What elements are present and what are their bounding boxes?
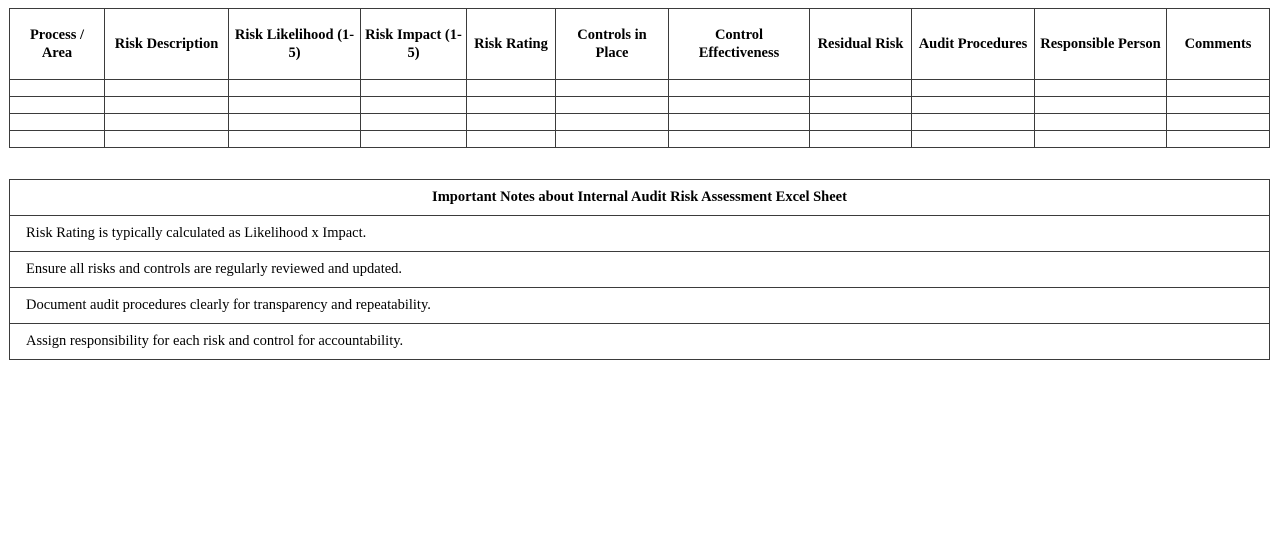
cell-responsible-person[interactable] — [1035, 97, 1167, 114]
notes-table-header — [10, 180, 1270, 216]
cell-control-effectiveness[interactable] — [669, 131, 810, 148]
cell-controls-in-place[interactable] — [556, 97, 669, 114]
note-text-2: Ensure all risks and controls are regularly reviewed and updated. — [10, 252, 1270, 288]
notes-title-row — [10, 180, 1270, 216]
cell-residual-risk[interactable] — [810, 80, 912, 97]
cell-risk-impact[interactable] — [361, 80, 467, 97]
cell-audit-procedures[interactable] — [912, 97, 1035, 114]
cell-responsible-person[interactable] — [1035, 131, 1167, 148]
table-row[interactable] — [10, 80, 1270, 97]
column-header-comments: Comments — [1167, 9, 1270, 80]
cell-control-effectiveness[interactable] — [669, 80, 810, 97]
column-header-risk-description: Risk Description — [105, 9, 229, 80]
cell-risk-description[interactable] — [105, 97, 229, 114]
cell-risk-likelihood[interactable] — [229, 97, 361, 114]
column-header-risk-rating: Risk Rating — [467, 9, 556, 80]
risk-assessment-table-container — [9, 8, 1269, 148]
cell-risk-likelihood[interactable] — [229, 80, 361, 97]
column-header-audit-procedures: Audit Procedures — [912, 9, 1035, 80]
list-item — [10, 252, 1270, 288]
cell-comments[interactable] — [1167, 131, 1270, 148]
cell-audit-procedures[interactable] — [912, 114, 1035, 131]
cell-risk-likelihood[interactable] — [229, 114, 361, 131]
note-text-1: Risk Rating is typically calculated as Likelihood x Impact. — [10, 216, 1270, 252]
cell-risk-rating[interactable] — [467, 97, 556, 114]
risk-table-header-row — [10, 9, 1270, 80]
cell-comments[interactable] — [1167, 80, 1270, 97]
risk-assessment-table — [9, 8, 1270, 148]
cell-comments[interactable] — [1167, 97, 1270, 114]
cell-residual-risk[interactable] — [810, 97, 912, 114]
cell-risk-rating[interactable] — [467, 131, 556, 148]
cell-comments[interactable] — [1167, 114, 1270, 131]
cell-controls-in-place[interactable] — [556, 80, 669, 97]
cell-risk-impact[interactable] — [361, 114, 467, 131]
cell-process-area[interactable] — [10, 97, 105, 114]
cell-risk-likelihood[interactable] — [229, 131, 361, 148]
cell-risk-impact[interactable] — [361, 97, 467, 114]
column-header-controls-in-place: Controls in Place — [556, 9, 669, 80]
table-row[interactable] — [10, 97, 1270, 114]
table-row[interactable] — [10, 114, 1270, 131]
column-header-responsible-person: Responsible Person — [1035, 9, 1167, 80]
note-text-3: Document audit procedures clearly for transparency and repeatability. — [10, 288, 1270, 324]
notes-table-body — [10, 216, 1270, 360]
cell-process-area[interactable] — [10, 114, 105, 131]
cell-risk-rating[interactable] — [467, 80, 556, 97]
column-header-risk-impact: Risk Impact (1-5) — [361, 9, 467, 80]
risk-table-body — [10, 80, 1270, 148]
list-item — [10, 216, 1270, 252]
risk-table-header — [10, 9, 1270, 80]
cell-responsible-person[interactable] — [1035, 80, 1167, 97]
important-notes-table-container — [9, 179, 1270, 360]
cell-risk-impact[interactable] — [361, 131, 467, 148]
list-item — [10, 324, 1270, 360]
cell-risk-description[interactable] — [105, 114, 229, 131]
column-header-risk-likelihood: Risk Likelihood (1-5) — [229, 9, 361, 80]
cell-process-area[interactable] — [10, 131, 105, 148]
important-notes-table — [9, 179, 1270, 360]
note-text-4: Assign responsibility for each risk and control for accountability. — [10, 324, 1270, 360]
cell-risk-rating[interactable] — [467, 114, 556, 131]
cell-control-effectiveness[interactable] — [669, 114, 810, 131]
notes-table-title: Important Notes about Internal Audit Risk Assessment Excel Sheet — [10, 180, 1270, 216]
cell-audit-procedures[interactable] — [912, 80, 1035, 97]
table-row[interactable] — [10, 131, 1270, 148]
cell-control-effectiveness[interactable] — [669, 97, 810, 114]
cell-process-area[interactable] — [10, 80, 105, 97]
list-item — [10, 288, 1270, 324]
cell-residual-risk[interactable] — [810, 131, 912, 148]
cell-residual-risk[interactable] — [810, 114, 912, 131]
column-header-control-effectiveness: Control Effectiveness — [669, 9, 810, 80]
cell-controls-in-place[interactable] — [556, 131, 669, 148]
column-header-residual-risk: Residual Risk — [810, 9, 912, 80]
cell-risk-description[interactable] — [105, 80, 229, 97]
cell-controls-in-place[interactable] — [556, 114, 669, 131]
cell-responsible-person[interactable] — [1035, 114, 1167, 131]
column-header-process-area: Process / Area — [10, 9, 105, 80]
cell-risk-description[interactable] — [105, 131, 229, 148]
cell-audit-procedures[interactable] — [912, 131, 1035, 148]
